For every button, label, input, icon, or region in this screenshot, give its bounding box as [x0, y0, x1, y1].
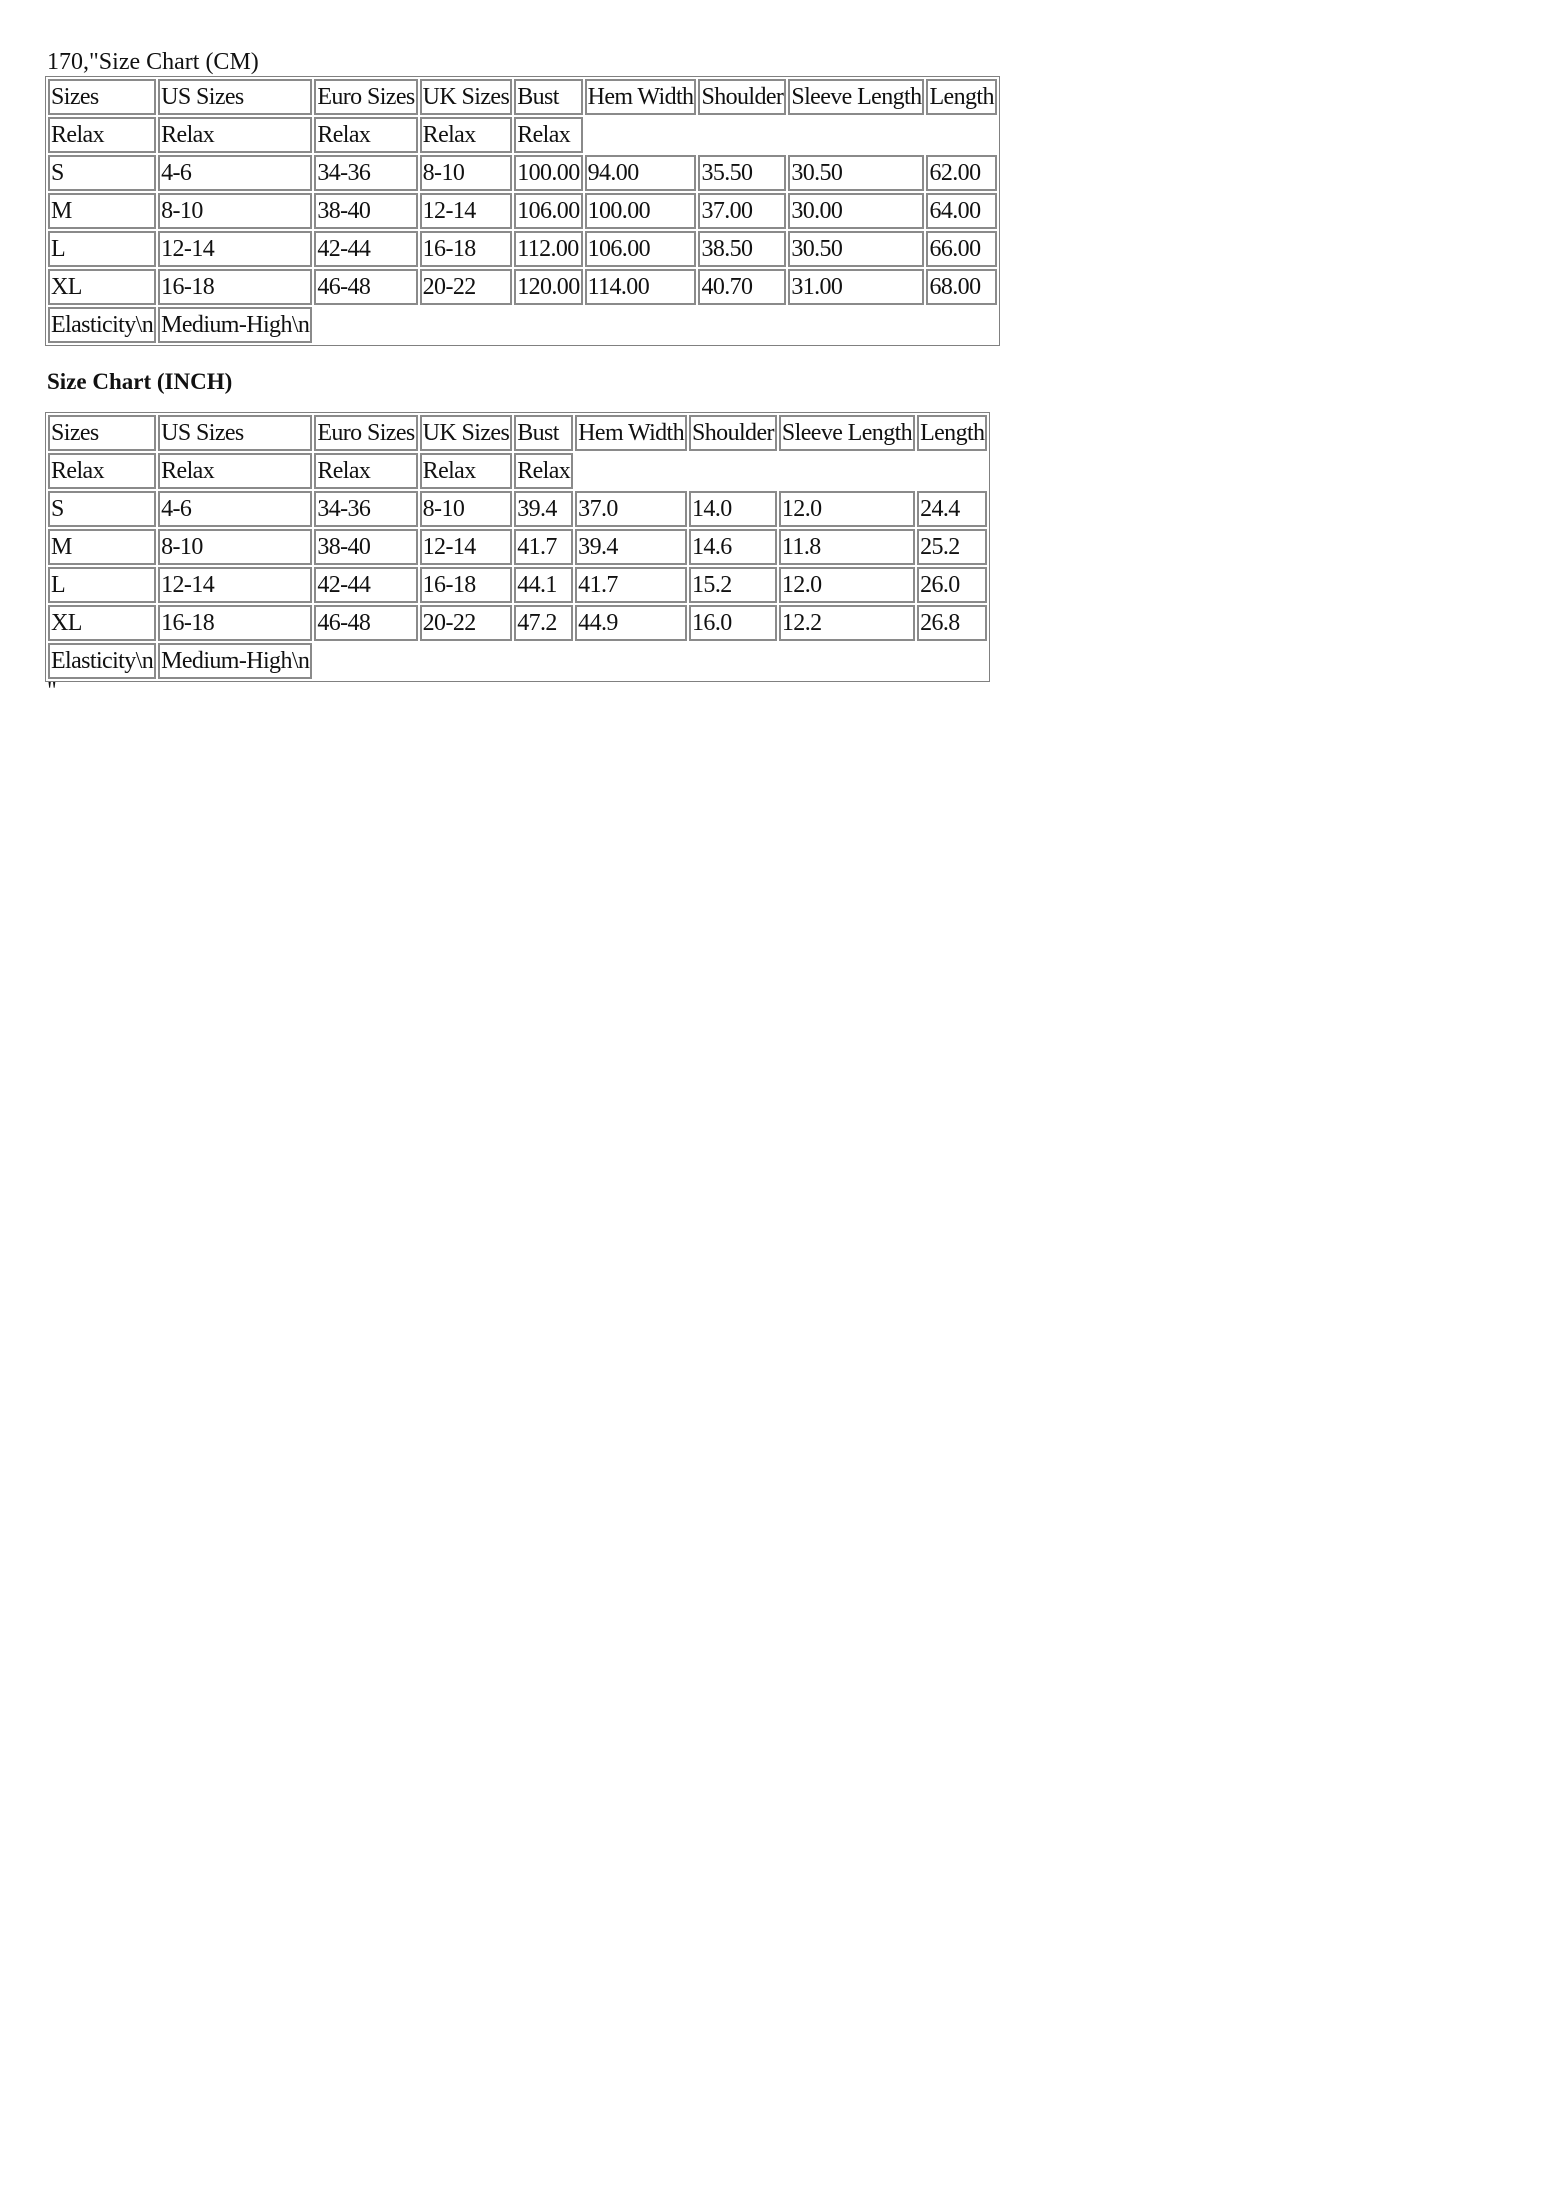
table-cell: 4-6 [158, 491, 312, 527]
table-cell: L [48, 567, 156, 603]
table-cell: 62.00 [926, 155, 996, 191]
table-cell: 30.00 [788, 193, 924, 229]
table-cell: 100.00 [585, 193, 697, 229]
table-cell: 8-10 [420, 155, 513, 191]
table-cell: 64.00 [926, 193, 996, 229]
table-cell: Elasticity\n [48, 307, 156, 343]
table-header-row [48, 79, 997, 115]
empty-cell [698, 307, 786, 343]
table-cell: Relax [420, 453, 513, 489]
table-cell: Relax [514, 453, 573, 489]
table-cell: 16-18 [158, 605, 312, 641]
table-cell: 39.4 [575, 529, 687, 565]
table-cell: 38-40 [314, 529, 417, 565]
table-row [48, 193, 997, 229]
table-cell: Bust [514, 79, 582, 115]
table-cell: Shoulder [689, 415, 777, 451]
table-cell: 11.8 [779, 529, 915, 565]
table-cell: Length [917, 415, 987, 451]
table-cell: 120.00 [514, 269, 582, 305]
empty-cell [514, 307, 582, 343]
table-cell: S [48, 155, 156, 191]
empty-cell [689, 643, 777, 679]
table-cell: L [48, 231, 156, 267]
empty-cell [689, 453, 777, 489]
table-cell: Sizes [48, 415, 156, 451]
table-cell: Relax [314, 453, 417, 489]
table-cell: 100.00 [514, 155, 582, 191]
empty-cell [917, 643, 987, 679]
table-cell: 112.00 [514, 231, 582, 267]
table-cell: Relax [48, 117, 156, 153]
table-cell: 31.00 [788, 269, 924, 305]
empty-cell [575, 453, 687, 489]
table-cell: 34-36 [314, 491, 417, 527]
table-row [48, 155, 997, 191]
table-cell: 8-10 [420, 491, 513, 527]
table-cell: Relax [314, 117, 417, 153]
table-cell: 12.0 [779, 491, 915, 527]
table-cell: 16-18 [158, 269, 312, 305]
table-cell: XL [48, 269, 156, 305]
table-cell: 16-18 [420, 231, 513, 267]
table-cell: 12-14 [158, 567, 312, 603]
table-cell: Bust [514, 415, 573, 451]
relax-row [48, 117, 997, 153]
table-row [48, 567, 987, 603]
elasticity-row [48, 307, 997, 343]
table-cell: UK Sizes [420, 415, 513, 451]
empty-cell [917, 453, 987, 489]
empty-cell [575, 643, 687, 679]
inch-size-table [45, 412, 990, 682]
table-cell: 40.70 [698, 269, 786, 305]
table-cell: 16.0 [689, 605, 777, 641]
table-cell: 47.2 [514, 605, 573, 641]
empty-cell [779, 453, 915, 489]
table-cell: Sizes [48, 79, 156, 115]
table-cell: 114.00 [585, 269, 697, 305]
table-cell: 68.00 [926, 269, 996, 305]
document-body [47, 48, 1147, 702]
table-cell: 44.9 [575, 605, 687, 641]
table-cell: Relax [158, 117, 312, 153]
table-cell: Elasticity\n [48, 643, 156, 679]
cm-chart-heading: 170,"Size Chart (CM) [47, 49, 259, 75]
table-row [48, 529, 987, 565]
empty-cell [514, 643, 573, 679]
table-cell: Relax [420, 117, 513, 153]
table-cell: Relax [158, 453, 312, 489]
elasticity-row [48, 643, 987, 679]
table-cell: Shoulder [698, 79, 786, 115]
table-cell: 20-22 [420, 269, 513, 305]
table-cell: 24.4 [917, 491, 987, 527]
empty-cell [585, 117, 697, 153]
table-header-row [48, 415, 987, 451]
table-cell: 12.0 [779, 567, 915, 603]
table-cell: 34-36 [314, 155, 417, 191]
table-cell: 12.2 [779, 605, 915, 641]
cm-size-table [45, 76, 1000, 346]
table-cell: 30.50 [788, 155, 924, 191]
table-cell: 8-10 [158, 529, 312, 565]
table-cell: Relax [514, 117, 582, 153]
table-cell: 37.00 [698, 193, 786, 229]
table-cell: 35.50 [698, 155, 786, 191]
table-cell: UK Sizes [420, 79, 513, 115]
table-cell: US Sizes [158, 79, 312, 115]
table-cell: 66.00 [926, 231, 996, 267]
table-cell: 94.00 [585, 155, 697, 191]
table-cell: 37.0 [575, 491, 687, 527]
table-cell: 41.7 [575, 567, 687, 603]
table-cell: 15.2 [689, 567, 777, 603]
table-cell: 12-14 [158, 231, 312, 267]
table-cell: US Sizes [158, 415, 312, 451]
table-cell: 20-22 [420, 605, 513, 641]
empty-cell [926, 307, 996, 343]
table-cell: 30.50 [788, 231, 924, 267]
empty-cell [420, 307, 513, 343]
table-cell: 38.50 [698, 231, 786, 267]
table-cell: 16-18 [420, 567, 513, 603]
table-cell: Euro Sizes [314, 79, 417, 115]
relax-row [48, 453, 987, 489]
inch-chart-heading: Size Chart (INCH) [47, 369, 233, 394]
table-cell: Relax [48, 453, 156, 489]
table-cell: 39.4 [514, 491, 573, 527]
empty-cell [788, 307, 924, 343]
table-cell: Medium-High\n [158, 643, 312, 679]
closing-quote: " [47, 678, 57, 704]
table-row [48, 491, 987, 527]
table-cell: 4-6 [158, 155, 312, 191]
empty-cell [585, 307, 697, 343]
table-cell: Length [926, 79, 996, 115]
empty-cell [420, 643, 513, 679]
table-cell: M [48, 193, 156, 229]
table-cell: 8-10 [158, 193, 312, 229]
table-cell: 106.00 [514, 193, 582, 229]
table-row [48, 269, 997, 305]
table-cell: Sleeve Length [779, 415, 915, 451]
table-cell: S [48, 491, 156, 527]
table-cell: 42-44 [314, 567, 417, 603]
empty-cell [788, 117, 924, 153]
table-cell: 42-44 [314, 231, 417, 267]
table-cell: XL [48, 605, 156, 641]
table-row [48, 231, 997, 267]
empty-cell [926, 117, 996, 153]
table-cell: 14.0 [689, 491, 777, 527]
table-cell: Medium-High\n [158, 307, 312, 343]
table-cell: Euro Sizes [314, 415, 417, 451]
table-cell: M [48, 529, 156, 565]
empty-cell [314, 307, 417, 343]
table-cell: 46-48 [314, 269, 417, 305]
table-cell: 46-48 [314, 605, 417, 641]
table-cell: 25.2 [917, 529, 987, 565]
table-cell: 12-14 [420, 193, 513, 229]
table-cell: 44.1 [514, 567, 573, 603]
table-cell: Sleeve Length [788, 79, 924, 115]
table-cell: 26.0 [917, 567, 987, 603]
empty-cell [779, 643, 915, 679]
table-cell: 14.6 [689, 529, 777, 565]
table-cell: 26.8 [917, 605, 987, 641]
table-row [48, 605, 987, 641]
table-cell: 38-40 [314, 193, 417, 229]
table-cell: 12-14 [420, 529, 513, 565]
table-cell: 41.7 [514, 529, 573, 565]
table-cell: Hem Width [575, 415, 687, 451]
empty-cell [314, 643, 417, 679]
table-cell: Hem Width [585, 79, 697, 115]
table-cell: 106.00 [585, 231, 697, 267]
empty-cell [698, 117, 786, 153]
